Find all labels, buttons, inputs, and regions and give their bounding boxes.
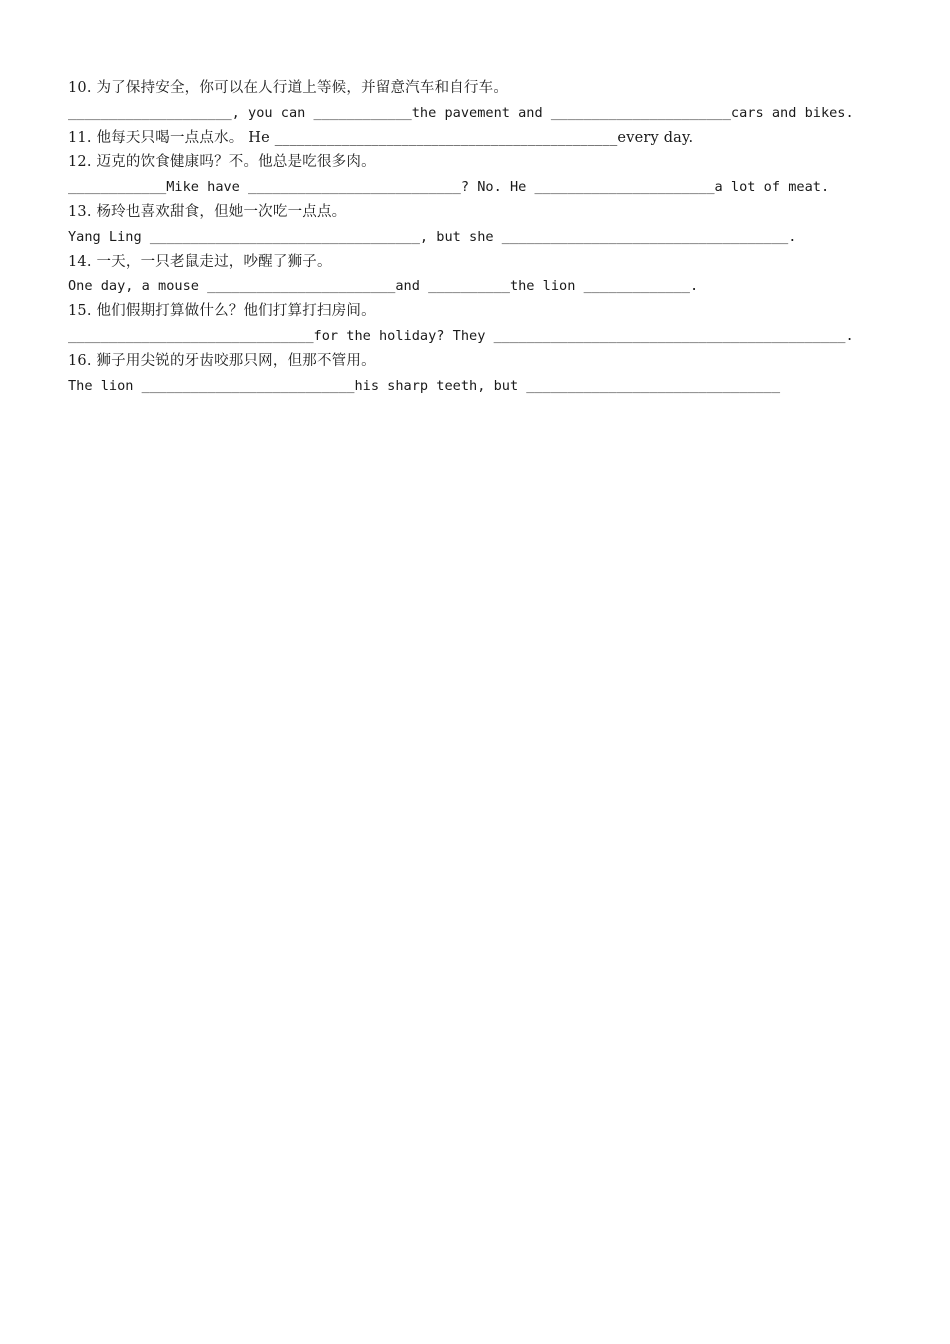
worksheet	[68, 76, 928, 398]
question-13-english-blanks: Yang Ling _________________________________, but she ___________________________________.	[68, 228, 797, 245]
question-16-english-blanks: The lion __________________________his sharp teeth, but _______________________________	[68, 377, 781, 394]
question-10-english-blanks: ____________________, you can ____________the pavement and ______________________cars and bikes.	[68, 104, 854, 121]
question-13-chinese: 13. 杨玲也喜欢甜食，但她一次吃一点点。	[68, 203, 347, 220]
question-10-chinese: 10. 为了保持安全，你可以在人行道上等候，并留意汽车和自行车。	[68, 80, 509, 96]
question-14-english-blanks: One day, a mouse _______________________and __________the lion _____________.	[68, 278, 699, 295]
question-15-english-blanks: ______________________________for the holiday? They ___________________________________________.	[68, 327, 854, 344]
question-12-chinese: 12. 迈克的饮食健康吗？不。他总是吃很多肉。	[68, 154, 376, 171]
question-12-english-blanks: ____________Mike have __________________________? No. He ______________________a lot of meat.	[68, 179, 830, 196]
question-15-chinese: 15. 他们假期打算做什么？他们打算打扫房间。	[68, 303, 376, 320]
question-11-chinese-and-english: 11. 他每天只喝一点点水。 He ______________________________________________every day.	[68, 129, 694, 146]
question-14-chinese: 14. 一天，一只老鼠走过，吵醒了狮子。	[68, 253, 332, 270]
question-16-chinese: 16. 狮子用尖锐的牙齿咬那只网，但那不管用。	[68, 352, 376, 369]
